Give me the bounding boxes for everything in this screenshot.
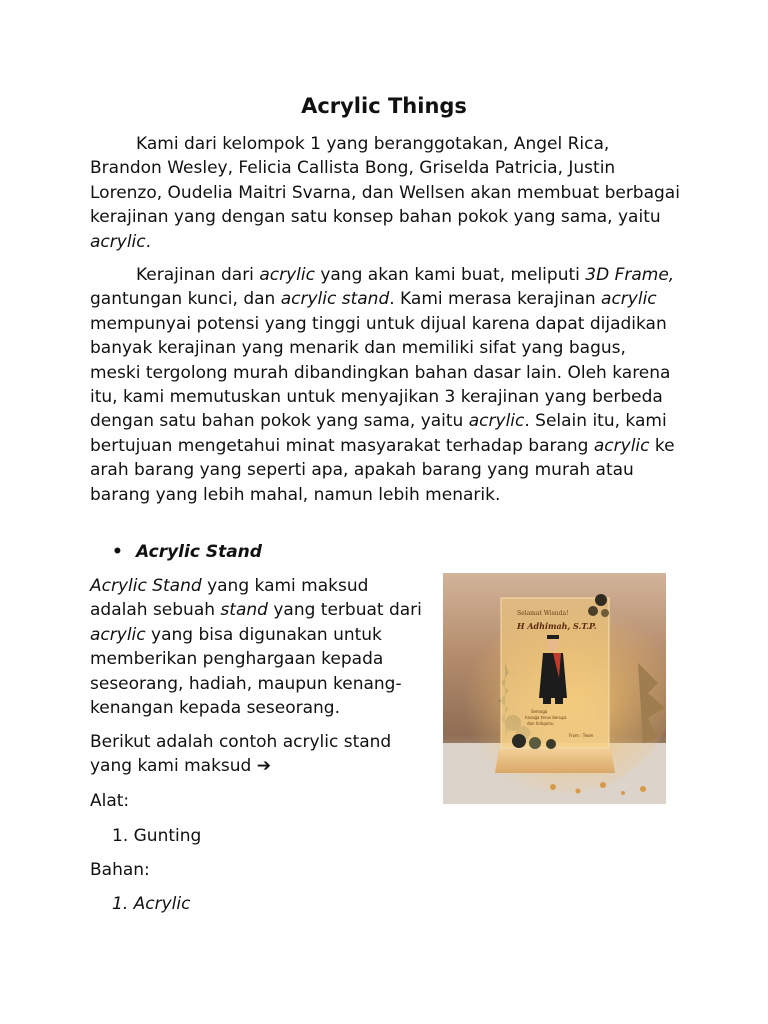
engraving-message-1: Semoga — [531, 709, 548, 714]
intro-paragraph — [90, 132, 680, 254]
page-title: Acrylic Things — [301, 94, 467, 118]
text-run: Kerajinan dari — [136, 265, 260, 285]
example-paragraph — [90, 730, 430, 779]
text-run: yang terbuat dari — [267, 600, 422, 621]
text-run: yang bisa digunakan untuk memberikan penghargaan kepada seseorang, hadiah, maupun kenang-kenangan kepada seseorang. — [90, 624, 402, 719]
engraving-message-3: dan hidupmu — [527, 721, 554, 726]
engraving-name: H Adhimah, S.T.P. — [517, 621, 597, 631]
text-run: . — [145, 231, 152, 252]
text-run: Kami dari kelompok 1 yang beranggotakan, Angel Rica, Brandon Wesley, Felicia Callista Bong, Griselda Patricia, Justin Lorenzo, Oudelia Maitri Svarna, dan Wellsen akan membuat berbagai kerajinan yang dengan satu konsep bahan pokok yang sama, yaitu — [90, 134, 680, 228]
engraving-signature: From : Team — [569, 733, 594, 738]
italic-text-run: acrylic — [601, 289, 657, 310]
italic-text-run: acrylic stand — [280, 289, 390, 310]
right-arrow-icon: ➔ — [256, 756, 271, 777]
text-run: Berikut adalah contoh acrylic stand yang kami maksud — [90, 732, 392, 777]
italic-text-run: stand — [220, 600, 268, 621]
materials-list-item: 1. Acrylic — [112, 894, 191, 914]
tools-label: Alat: — [90, 791, 130, 811]
text-run: . Selain itu, kami bertujuan mengetahui minat masyarakat terhadap barang — [90, 411, 667, 456]
engraving-message-2: hasaga terus berupa — [525, 715, 567, 720]
acrylic-stand-illustration — [443, 573, 666, 804]
italic-text-run: 3D Frame, — [585, 265, 675, 285]
text-run: yang akan kami buat, meliputi — [314, 265, 586, 285]
text-run: ke arah barang yang seperti apa, apakah barang yang murah atau barang yang lebih mahal, namun lebih menarik. — [90, 435, 675, 505]
acrylic-stand-photo — [443, 573, 666, 804]
acrylic-stand-description — [90, 574, 430, 720]
section-bullet-acrylic-stand — [112, 540, 262, 564]
text-run: mempunyai potensi yang tinggi untuk dijual karena dapat dijadikan banyak kerajinan yang menarik dan memiliki sifat yang bagus, meski tergolong murah dibandingkan bahan dasar lain. Oleh karena itu, kami memutuskan untuk menyajikan 3 kerajinan yang berbeda dengan satu bahan pokok yang sama, yaitu — [90, 313, 671, 432]
bullet-label: Acrylic Stand — [136, 542, 262, 562]
tools-list-item: 1. Gunting — [112, 826, 202, 846]
crafts-paragraph — [90, 263, 680, 507]
italic-text-run: acrylic — [593, 435, 650, 456]
text-run: yang kami maksud adalah sebuah — [90, 576, 369, 621]
italic-text-run: acrylic — [90, 624, 146, 645]
italic-text-run: acrylic — [468, 411, 525, 432]
italic-text-run: Acrylic Stand — [90, 576, 202, 596]
italic-text-run: acrylic — [90, 231, 146, 252]
engraving-greeting: Selamat Wisuda! — [517, 610, 569, 617]
italic-text-run: acrylic — [259, 265, 315, 285]
text-run: . Kami merasa kerajinan — [389, 289, 602, 310]
text-run: gantungan kunci, dan — [90, 289, 281, 310]
materials-label: Bahan: — [90, 860, 150, 880]
bullet-marker: • — [112, 542, 123, 562]
